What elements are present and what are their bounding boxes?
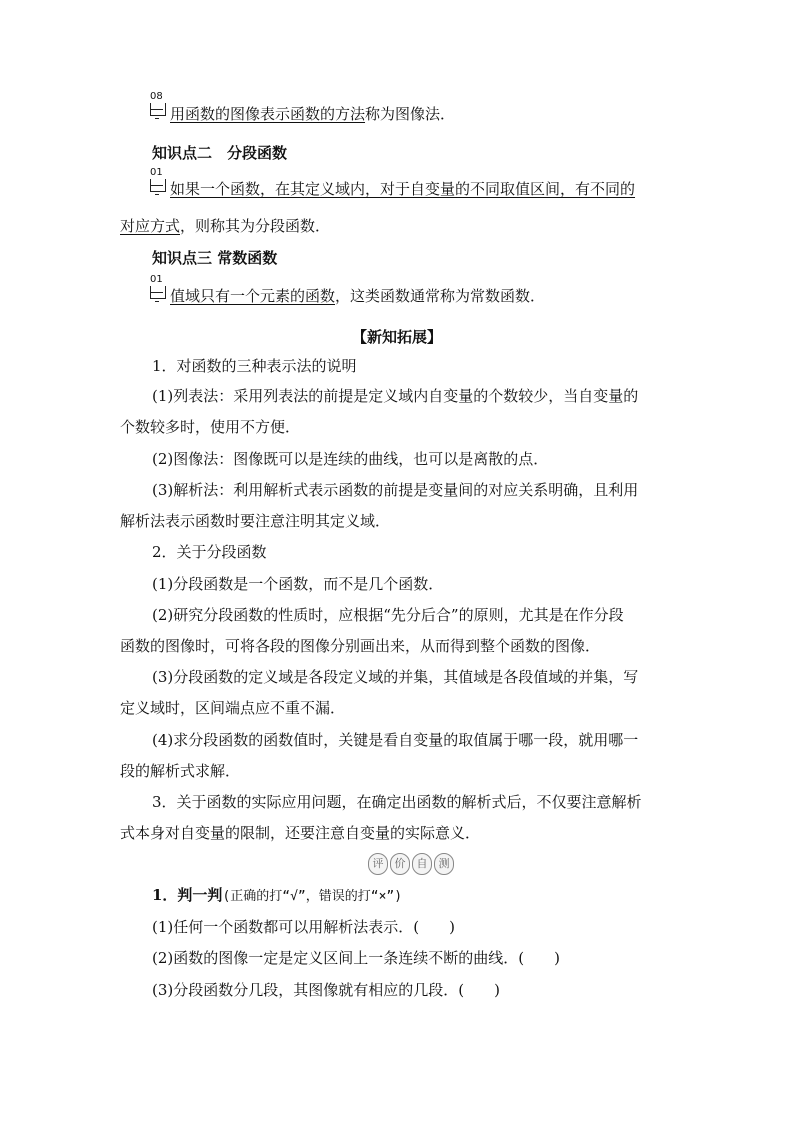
para-2-2b: 函数的图像时，可将各段的图像分别画出来，从而得到整个函数的图像．	[120, 637, 601, 655]
badge-char: 评	[368, 853, 388, 875]
underlined-text: 如果一个函数，在其定义域内，对于自变量的不同取值区间，有不同的	[170, 180, 636, 198]
para-1-3a: (3)解析法：利用解析式表示函数的前提是变量间的对应关系明确，且利用	[152, 481, 639, 499]
para-1-2: (2)图像法：图像既可以是连续的曲线，也可以是离散的点．	[152, 450, 549, 468]
line-graph-method	[170, 104, 455, 124]
question-3: (3)分段函数分几段，其图像就有相应的几段．( )	[152, 981, 500, 999]
badge-char: 价	[390, 853, 410, 875]
para-1-title: 1．对函数的三种表示法的说明	[152, 357, 357, 375]
line-piecewise-def-1	[170, 179, 635, 199]
para-2-4b: 段的解析式求解．	[120, 762, 241, 780]
marker-08: 08	[150, 98, 166, 120]
marker-01-a: 01	[150, 174, 166, 196]
para-3b: 式本身对自变量的限制，还要注意自变量的实际意义．	[120, 824, 481, 842]
para-3a: 3．关于函数的实际应用问题，在确定出函数的解析式后，不仅要注意解析	[152, 793, 642, 811]
line-constant-function	[170, 286, 545, 306]
para-2-4a: (4)求分段函数的函数值时，关键是看自变量的取值属于哪一段，就用哪一	[152, 731, 639, 749]
text: ，这类函数通常称为常数函数．	[335, 287, 546, 305]
badge-char: 自	[412, 853, 432, 875]
marker-01-b: 01	[150, 281, 166, 303]
line-piecewise-def-2	[120, 216, 330, 236]
para-2-title: 2．关于分段函数	[152, 543, 267, 561]
judge-heading	[152, 885, 402, 907]
question-1: (1)任何一个函数都可以用解析法表示．( )	[152, 918, 455, 936]
text: 称为图像法．	[365, 105, 456, 123]
para-1-1a: (1)列表法：采用列表法的前提是定义域内自变量的个数较少，当自变量的	[152, 387, 639, 405]
para-2-3b: 定义域时，区间端点应不重不漏．	[120, 699, 346, 717]
para-2-3a: (3)分段函数的定义域是各段定义域的并集，其值域是各段值域的并集，写	[152, 668, 639, 686]
section-heading-new-knowledge: 【新知拓展】	[351, 328, 442, 346]
underlined-text: 对应方式	[120, 217, 181, 235]
para-1-3b: 解析法表示函数时要注意注明其定义域．	[120, 512, 391, 530]
judge-title: 1．判一判	[152, 886, 223, 904]
knowledge-point-3-heading: 知识点三 常数函数	[152, 249, 278, 267]
underlined-text: 用函数的图像表示函数的方法	[170, 105, 366, 123]
para-1-1b: 个数较多时，使用不方便．	[120, 418, 301, 436]
text: ，则称其为分段函数．	[180, 217, 331, 235]
knowledge-point-2-heading: 知识点二 分段函数	[152, 144, 288, 162]
self-assessment-badge	[368, 853, 454, 875]
para-2-1: (1)分段函数是一个函数，而不是几个函数．	[152, 575, 444, 593]
badge-char: 测	[434, 853, 454, 875]
question-2: (2)函数的图像一定是定义区间上一条连续不断的曲线．( )	[152, 949, 560, 967]
para-2-2a: (2)研究分段函数的性质时，应根据“先分后合”的原则，尤其是在作分段	[152, 606, 624, 624]
judge-instructions: (正确的打“√”，错误的打“×”)	[222, 889, 403, 904]
underlined-text: 值域只有一个元素的函数	[170, 287, 336, 305]
